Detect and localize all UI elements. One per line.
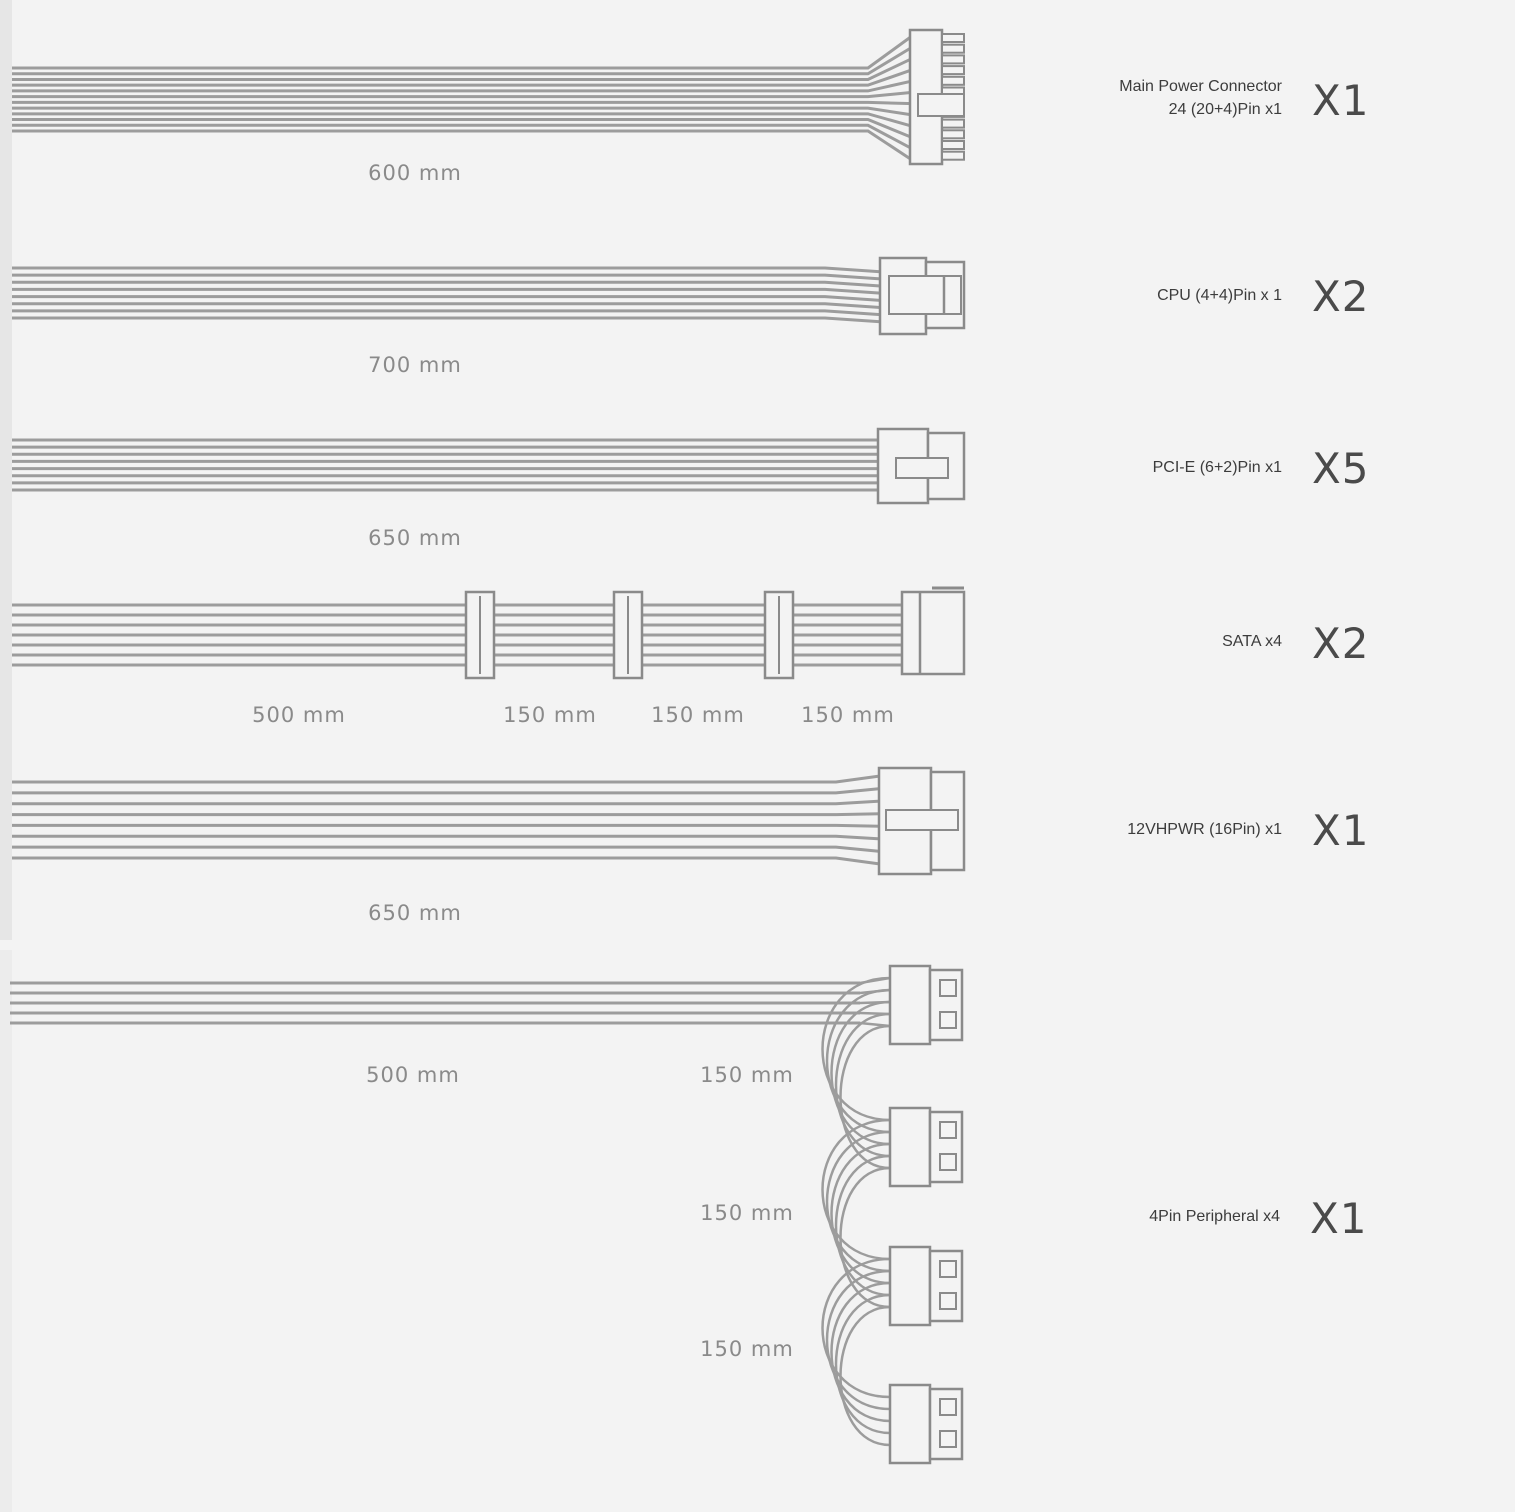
connector-latch xyxy=(889,276,961,314)
connector-name-line: PCI-E (6+2)Pin x1 xyxy=(1152,459,1282,476)
connector-name-peripheral xyxy=(1000,1205,1280,1228)
wire xyxy=(12,311,884,315)
wire xyxy=(12,304,884,308)
peripheral-pin-socket xyxy=(940,1261,956,1277)
peripheral-pin-socket xyxy=(940,1154,956,1170)
connector-pin xyxy=(942,66,964,74)
length-label-sata-3: 150 mm xyxy=(651,703,745,727)
quantity-main-power: X1 xyxy=(1312,76,1370,125)
connector-pin xyxy=(942,120,964,128)
wire xyxy=(12,47,912,73)
quantity-peripheral: X1 xyxy=(1310,1194,1368,1243)
quantity-pcie: X5 xyxy=(1312,444,1370,493)
wire xyxy=(12,847,880,851)
connector-name-main-power xyxy=(1002,75,1282,121)
connector-name-cpu xyxy=(1002,284,1282,307)
peripheral-pin-socket xyxy=(940,1399,956,1415)
connector-name-line: 24 (20+4)Pin x1 xyxy=(1168,101,1282,118)
connector-name-line: CPU (4+4)Pin x 1 xyxy=(1157,287,1282,304)
wire xyxy=(12,92,912,96)
connector-pin xyxy=(942,45,964,53)
wire xyxy=(12,776,880,782)
wire xyxy=(12,131,912,160)
wire xyxy=(12,814,880,815)
wire xyxy=(12,801,880,804)
cable-sata xyxy=(12,588,964,678)
wire xyxy=(12,70,912,85)
quantity-12vhpwr: X1 xyxy=(1312,806,1370,855)
peripheral-pin-socket xyxy=(940,1293,956,1309)
length-label-peripheral-2: 150 mm xyxy=(700,1063,794,1087)
wire xyxy=(12,125,912,148)
connector-name-line: Main Power Connector xyxy=(1119,78,1282,95)
connector-pin xyxy=(942,141,964,149)
peripheral-pin-socket xyxy=(940,1122,956,1138)
cable-main-power xyxy=(12,30,964,164)
wire xyxy=(12,297,884,301)
wire xyxy=(12,836,880,839)
peripheral-pin-socket xyxy=(940,980,956,996)
connector-name-line: SATA x4 xyxy=(1222,633,1282,650)
peripheral-connector-cap xyxy=(890,1108,930,1186)
wire xyxy=(12,789,880,793)
connector-pin xyxy=(942,152,964,160)
connector-name-pcie xyxy=(1002,456,1282,479)
connector-pin xyxy=(942,34,964,42)
wire xyxy=(12,858,880,864)
length-label-pcie: 650 mm xyxy=(368,526,462,550)
length-label-sata-2: 150 mm xyxy=(503,703,597,727)
connector-name-line: 4Pin Peripheral x4 xyxy=(1149,1208,1280,1225)
length-label-12vhpwr: 650 mm xyxy=(368,901,462,925)
connector-latch xyxy=(886,810,958,830)
wire xyxy=(12,289,884,293)
cable-cpu xyxy=(12,258,964,334)
quantity-sata: X2 xyxy=(1312,619,1370,668)
wire xyxy=(12,282,884,286)
wire xyxy=(12,102,912,103)
wire xyxy=(12,120,912,138)
cable-peripheral xyxy=(10,966,962,1463)
length-label-main-power: 600 mm xyxy=(368,161,462,185)
wire xyxy=(12,268,884,272)
length-label-peripheral-4: 150 mm xyxy=(700,1337,794,1361)
wire-loop xyxy=(841,1307,891,1445)
wire xyxy=(12,36,912,68)
length-label-peripheral-3: 150 mm xyxy=(700,1201,794,1225)
sata-end-connector xyxy=(902,592,964,674)
peripheral-pin-socket xyxy=(940,1431,956,1447)
connector-name-line: 12VHPWR (16Pin) x1 xyxy=(1127,821,1282,838)
connector-pin xyxy=(942,77,964,85)
peripheral-connector-cap xyxy=(890,1247,930,1325)
connector-latch xyxy=(896,458,948,478)
connector-name-12vhpwr xyxy=(1002,818,1282,841)
peripheral-pin-socket xyxy=(940,1012,956,1028)
connector-pin xyxy=(942,55,964,63)
connector-name-sata xyxy=(1002,630,1282,653)
length-label-sata-1: 500 mm xyxy=(252,703,346,727)
wire xyxy=(12,318,884,322)
cable-12vhpwr xyxy=(12,768,964,874)
length-label-sata-4: 150 mm xyxy=(801,703,895,727)
cable-pcie xyxy=(12,429,964,503)
connector-pin xyxy=(942,130,964,138)
quantity-cpu: X2 xyxy=(1312,272,1370,321)
length-label-peripheral-1: 500 mm xyxy=(366,1063,460,1087)
wire xyxy=(12,825,880,826)
peripheral-connector-cap xyxy=(890,1385,930,1463)
wire xyxy=(12,275,884,279)
length-label-cpu: 700 mm xyxy=(368,353,462,377)
connector-latch xyxy=(918,94,964,116)
peripheral-connector-cap xyxy=(890,966,930,1044)
